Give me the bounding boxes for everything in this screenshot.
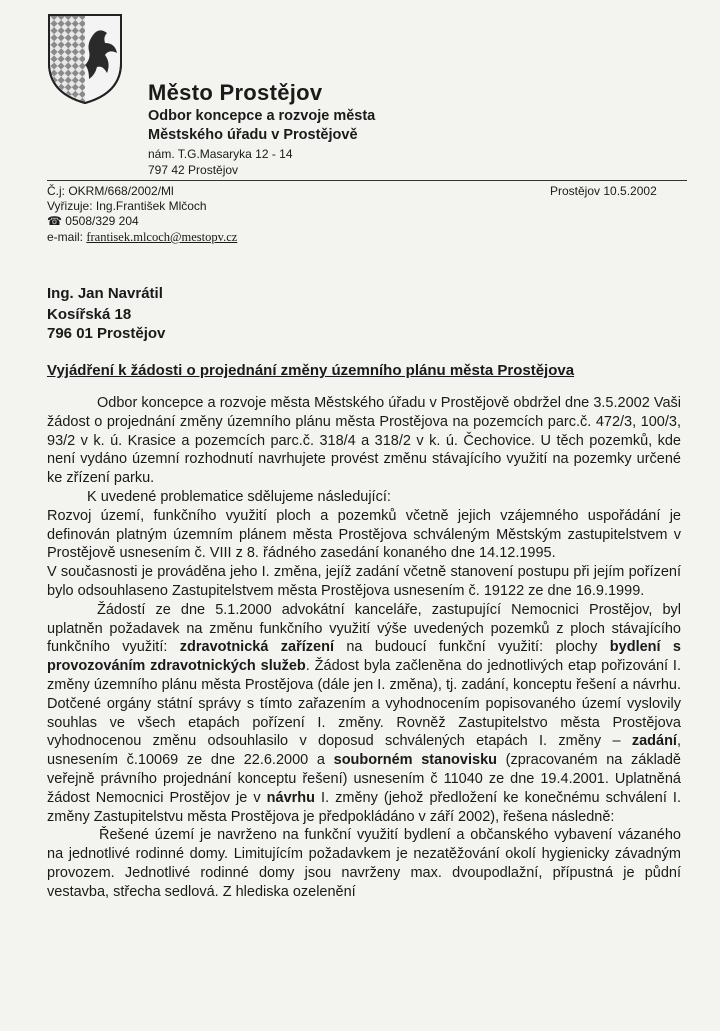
letter-subject: Vyjádření k žádosti o projednání změny územního plánu města Prostějova — [47, 362, 575, 379]
paragraph-5 — [47, 601, 681, 827]
city-name: Město Prostějov — [148, 80, 323, 105]
office-name: Městského úřadu v Prostějově — [148, 127, 358, 143]
recipient-name: Ing. Jan Navrátil — [47, 285, 163, 302]
p5-emphasis: zadání — [631, 733, 677, 750]
p5-emphasis: souborném stanovisku — [333, 752, 497, 769]
paragraph-1: Odbor koncepce a rozvoje města Městského úřadu v Prostějově obdržel dne 3.5.2002 Vaši žádost o projednání změny územního plánu města Prostějova na pozemcích parc.č. 472/3, 100/3, 93/2 v k. ú. Krasice a pozemcích parc.č. 318/4 a 318/2 v k. ú. Čechovice. U těch pozemků, kde není vydáno územní rozhodnutí navrhujete provést změnu stávajícího využití na pozemky určené ke zřízení parku. — [47, 395, 681, 487]
department-name: Odbor koncepce a rozvoje města — [148, 108, 376, 124]
reference-number: Č.j: OKRM/668/2002/Ml — [47, 184, 174, 198]
p5-text: I. změny (jehož předložení ke konečnému schválení I. změny Zastupitelstvu města Prostějova je předpokládáno v září 2002), řešena následně: — [47, 789, 681, 825]
paragraph-3: Rozvoj území, funkčního využití ploch a pozemků včetně jejich vzájemného uspořádání je definován platným územním plánem města Prostějova schváleným Městským zastupitelstvem v Prostějově usnesením č. VIII z 8. řádného zasedání konaného dne 14.12.1995. — [47, 507, 681, 562]
paragraph-4: V současnosti je prováděna jeho I. změna, jejíž zadání včetně stanovení postupu při jejím pořízení bylo odsouhlaseno Zastupitelstvem města Prostějova usnesením č. 19122 ze dne 16.9.1999. — [47, 564, 681, 599]
email-link[interactable]: frantisek.mlcoch@mestopv.cz — [86, 230, 238, 244]
email-line — [47, 230, 237, 245]
email-label: e-mail: — [47, 230, 84, 244]
p5-emphasis: zdravotnická zařízení — [179, 639, 334, 656]
p5-text: . Žádost byla začleněna do jednotlivých etap pořizování I. změny územního plánu města Prostějova (dále jen I. změna), tj. zadání, konceptu řešení a návrhu. Dotčené orgány státní správy s tímto zařazením a vyhodnocením popisovaného území vyslovily souhlas ve všech etapách pořízení I. změny. Rovněž Zastupitelstvo města Prostějova vyhodnocenou změnu odsouhlasilo v doposud schválených etapách I. změny – — [47, 658, 681, 750]
phone-line — [47, 214, 139, 228]
letter-date: Prostějov 10.5.2002 — [550, 184, 657, 198]
address-city: 797 42 Prostějov — [148, 163, 239, 177]
letter-body — [47, 394, 681, 902]
p5-text: na budoucí funkční využití: plochy — [333, 639, 610, 656]
p5-text: (zpracovaném na základě veřejně právního projednání konceptu řešení) usnesením č 11040 ze dne 19.4.2001. Uplatněná žádost Nemocnici Prostějov je v — [47, 752, 681, 806]
paragraph-6: Řešené území je navrženo na funkční využití bydlení a občanského vybavení vázaného na jednotlivé rodinné domy. Limitujícím požadavkem je nezatěžování okolí hygienicky závadným provozem. Jednotlivé rodinné domy jsou navrženy max. dvoupodlažní, přípustná je půdní vestavba, střecha sedlová. Z hlediska ozelenění — [47, 827, 681, 900]
recipient-street: Kosířská 18 — [47, 306, 132, 323]
address-street: nám. T.G.Masaryka 12 - 14 — [148, 147, 293, 161]
p5-text: Žádostí ze dne 5.1.2000 advokátní kanceláře, zastupující Nemocnici Prostějov, byl uplatněn požadavek na změnu funkčního využití výše uvedených pozemků z ploch stávajícího funkčního využití: — [47, 601, 681, 656]
p5-emphasis: návrhu — [266, 789, 315, 806]
handler-name: Vyřizuje: Ing.František Mlčoch — [47, 199, 207, 213]
paragraph-2: K uvedené problematice sdělujeme následující: — [87, 488, 391, 505]
p5-emphasis: bydlení s provozováním zdravotnických služeb — [47, 639, 681, 675]
telephone-icon: ☎ — [47, 214, 62, 228]
city-coat-of-arms-icon — [47, 13, 123, 105]
recipient-city: 796 01 Prostějov — [47, 325, 166, 342]
header-divider — [47, 180, 687, 181]
p5-text: , usnesením č.10069 ze dne 22.6.2000 a — [47, 733, 681, 769]
phone-number: 0508/329 204 — [65, 214, 139, 228]
